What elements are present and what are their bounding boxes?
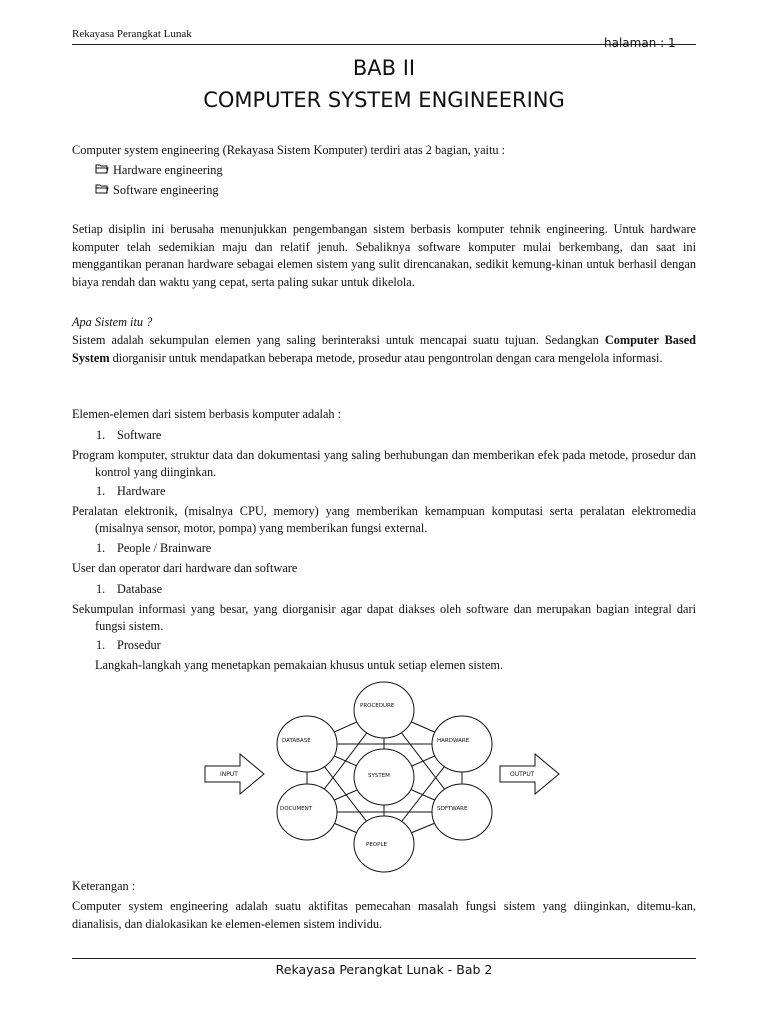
running-footer: Rekayasa Perangkat Lunak - Bab 2 (275, 962, 493, 977)
chapter-title: COMPUTER SYSTEM ENGINEERING (203, 88, 565, 112)
section-heading: Apa Sistem itu ? (72, 315, 153, 329)
paragraph-system-definition: Sistem adalah sekumpulan elemen yang saling berinteraksi untuk mencapai suatu tujuan. Sedangkan Computer Based System diorganisir untuk mendapatkan beberapa metode, prosedur atau pengontrolan dengan cara mengelola informasi. (72, 333, 696, 365)
element-description: Sekumpulan informasi yang besar, yang diorganisir agar dapat diakses oleh software dan merupakan bagian integral dari fungsi sistem. (72, 602, 696, 633)
keterangan-label: Keterangan : (72, 879, 136, 893)
system-label: SYSTEM (368, 773, 390, 779)
element-heading: 1. Software (96, 428, 162, 442)
element-description: User dan operator dari hardware dan software (72, 561, 298, 575)
element-heading: 1. Database (96, 582, 163, 596)
running-header-left: Rekayasa Perangkat Lunak (72, 28, 192, 40)
page-number: halaman : 1 (604, 36, 676, 50)
list-item: Software engineering (95, 182, 223, 202)
header-rule (72, 44, 696, 45)
folder-icon (95, 182, 113, 200)
software-label: SOFTWARE (437, 806, 468, 812)
folder-icon (95, 162, 113, 180)
element-description: Peralatan elektronik, (misalnya CPU, memory) yang memberikan kemampuan komputasi serta peralatan elektromedia (misalnya sensor, motor, pompa) yang memberikan fungsi external. (72, 504, 696, 535)
chapter-label: BAB II (352, 56, 416, 80)
system-elements-diagram (200, 674, 570, 874)
element-heading: 1. Hardware (96, 484, 166, 498)
input-label: INPUT (220, 771, 238, 778)
footer-rule (72, 958, 696, 959)
elements-intro: Elemen-elemen dari sistem berbasis komputer adalah : (72, 407, 342, 421)
keterangan-text: Computer system engineering adalah suatu aktifitas pemecahan masalah fungsi sistem yang diinginkan, ditemu-kan, dianalisis, dan dialokasikan ke elemen-elemen sistem individu. (72, 899, 696, 931)
procedure-label: PROCEDURE (360, 703, 395, 709)
people-label: PEOPLE (366, 842, 387, 848)
intro-text: Computer system engineering (Rekayasa Sistem Komputer) terdiri atas 2 bagian, yaitu : (72, 143, 506, 157)
element-heading: 1. Prosedur (96, 638, 161, 652)
procedure-node (354, 682, 414, 738)
bullet-list (95, 162, 223, 202)
element-description: Langkah-langkah yang menetapkan pemakaian khusus untuk setiap elemen sistem. (95, 658, 504, 672)
document-label: DOCUMENT (280, 806, 313, 812)
element-heading: 1. People / Brainware (96, 541, 212, 555)
software-node (432, 784, 492, 840)
list-item: Hardware engineering (95, 162, 223, 182)
paragraph-intro-disciplines: Setiap disiplin ini berusaha menunjukkan pengembangan sistem berbasis komputer tehnik engineering. Untuk hardware komputer telah sedemikian maju dan relatif jenuh. Sebaliknya software komputer mulai berkembang, dan saat ini menggantikan peranan hardware sebagai elemen sistem yang sulit direncanakan, sedikit kemung-kinan untuk berhasil dengan biaya rendah dan waktu yang cepat, serta paling sukar untuk dikelola. (72, 222, 696, 289)
output-label: OUTPUT (510, 771, 535, 778)
database-label: DATABASE (282, 738, 311, 744)
hardware-label: HARDWARE (437, 738, 470, 744)
database-node (277, 716, 337, 772)
element-description: Program komputer, struktur data dan dokumentasi yang saling berhubungan dan memberikan efek pada metode, prosedur dan kontrol yang diinginkan. (72, 448, 696, 479)
document-node (277, 784, 337, 840)
hardware-node (432, 716, 492, 772)
